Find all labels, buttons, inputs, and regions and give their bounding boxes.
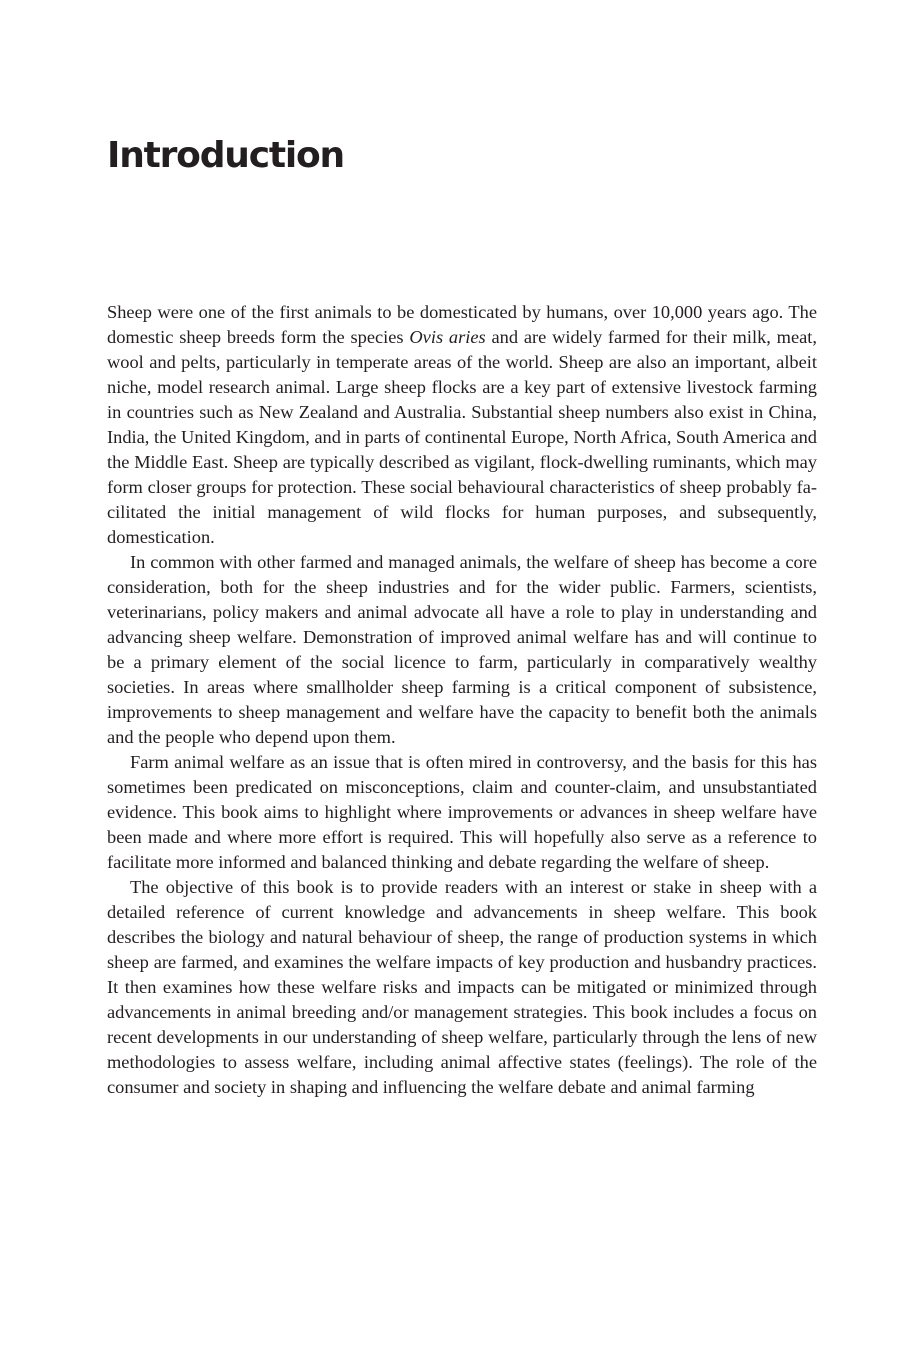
- body-text: [107, 300, 817, 1100]
- paragraph-1-part-1: Sheep were one of the first animals to be domesticated by humans, over 10,000 years ago. The domestic sheep breeds form the species: [107, 302, 817, 347]
- paragraph-1: [107, 300, 817, 550]
- species-name: Ovis aries: [409, 327, 486, 347]
- paragraph-1-part-2: and are widely farmed for their milk, meat, wool and pelts, particularly in temperate areas of the world. Sheep are also an important, albeit niche, model research animal. Large sheep flocks are a key part of extensive livestock farming in countries such as New Zealand and Australia. Substantial sheep numbers also exist in China, India, the United Kingdom, and in parts of continental Europe, North Africa, South America and the Middle East. Sheep are typically described as vigilant, flock-dwelling ruminants, which may form closer groups for protection. These social behavioural characteristics of sheep probably facilitated the initial management of wild flocks for human purposes, and subsequently, domestication.: [107, 327, 817, 547]
- paragraph-4: The objective of this book is to provide readers with an interest or stake in sheep with a detailed reference of current knowledge and advancements in sheep welfare. This book describes the biology and natural behaviour of sheep, the range of production systems in which sheep are farmed, and examines the welfare impacts of key production and husbandry practices. It then examines how these welfare risks and impacts can be mitigated or minimized through advancements in animal breeding and/or management strategies. This book includes a focus on recent developments in our understanding of sheep welfare, particularly through the lens of new methodologies to assess welfare, including animal affective states (feelings). The role of the consumer and society in shaping and influencing the welfare debate and animal farming: [107, 877, 817, 1097]
- chapter-title: Introduction: [107, 135, 344, 176]
- paragraph-3: Farm animal welfare as an issue that is often mired in controversy, and the basis for this has sometimes been predicated on misconceptions, claim and counter-claim, and unsubstantiated evidence. This book aims to highlight where improvements or advances in sheep welfare have been made and where more effort is required. This will hopefully also serve as a reference to facilitate more informed and balanced thinking and debate regarding the welfare of sheep.: [107, 752, 817, 872]
- paragraph-2: In common with other farmed and managed animals, the welfare of sheep has become a core consideration, both for the sheep industries and for the wider public. Farmers, scientists, veterinarians, policy makers and animal advocate all have a role to play in understanding and advancing sheep welfare. Demonstration of improved animal welfare has and will continue to be a primary element of the social licence to farm, particularly in comparatively wealthy societies. In areas where smallholder sheep farming is a critical component of subsistence, improvements to sheep management and welfare have the capacity to benefit both the animals and the people who depend upon them.: [107, 552, 817, 747]
